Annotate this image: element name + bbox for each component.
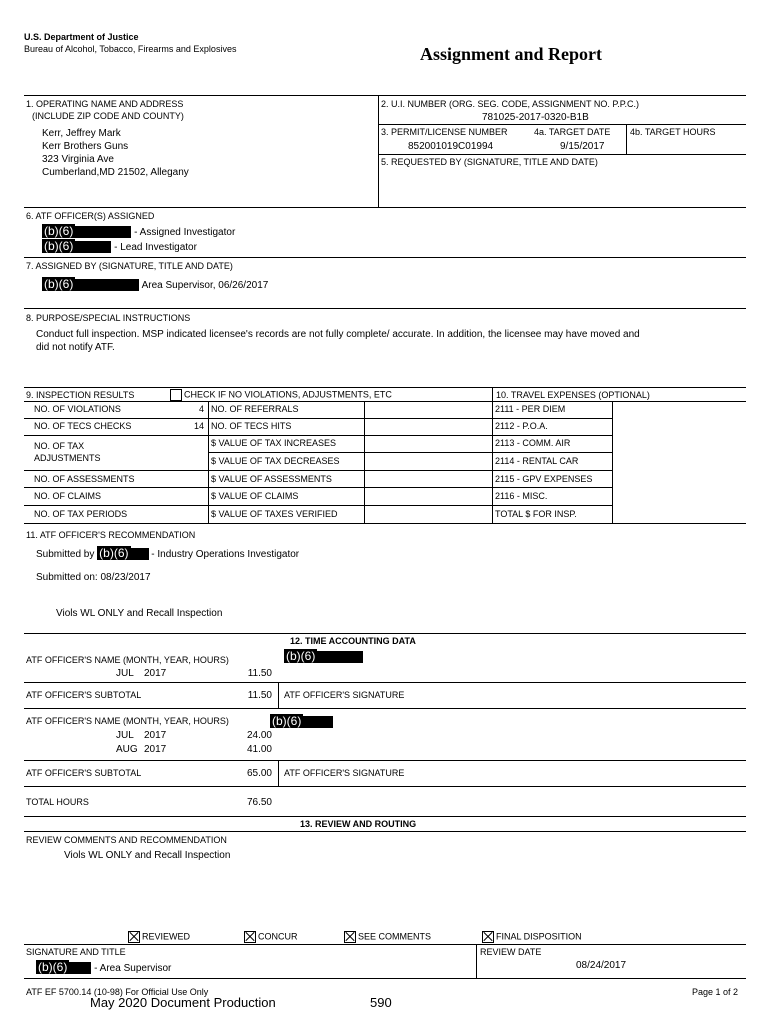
subtotal2: 65.00 <box>246 768 272 779</box>
officer2-year-2: 2017 <box>144 744 167 755</box>
redaction-box: (b)(6) <box>44 239 74 253</box>
checkbox-checked[interactable] <box>128 931 140 943</box>
review-comments: Viols WL ONLY and Recall Inspection <box>64 850 231 861</box>
page-indicator: Page 1 of 2 <box>692 987 739 997</box>
submitted-by <box>36 546 299 560</box>
misc-label: 2116 - MISC. <box>495 491 548 501</box>
sec2-label: 2. U.I. NUMBER (ORG. SEG. CODE, ASSIGNMENT NO. P.P.C.) <box>381 99 640 109</box>
assessments-label: NO. OF ASSESSMENTS <box>34 474 135 484</box>
signature2-label: ATF OFFICER'S SIGNATURE <box>284 768 405 778</box>
sec7-label: 7. ASSIGNED BY (SIGNATURE, TITLE AND DATE) <box>26 261 233 271</box>
tecs-checks-label: NO. OF TECS CHECKS <box>34 421 132 431</box>
submitted-by-label: Submitted by <box>36 549 95 560</box>
subtotal1: 11.50 <box>247 690 272 701</box>
sec1-sublabel: (INCLUDE ZIP CODE AND COUNTY) <box>32 111 184 121</box>
sec10-label: 10. TRAVEL EXPENSES (OPTIONAL) <box>496 390 650 400</box>
redaction-bar <box>75 226 131 238</box>
officer1-redaction <box>284 649 363 663</box>
bureau-name: Bureau of Alcohol, Tobacco, Firearms and Explosives <box>24 44 237 54</box>
target-hours-label: 4b. TARGET HOURS <box>630 127 716 137</box>
checkbox[interactable] <box>170 389 182 401</box>
total-insp-label: TOTAL $ FOR INSP. <box>495 509 577 519</box>
per-diem-label: 2111 - PER DIEM <box>495 404 566 414</box>
officer2-hours-1: 24.00 <box>246 730 272 741</box>
ui-number: 781025-2017-0320-B1B <box>482 112 589 123</box>
poa-label: 2112 - P.O.A. <box>495 421 548 431</box>
no-violations-check[interactable] <box>170 389 392 401</box>
tax-periods-label: NO. OF TAX PERIODS <box>34 509 128 519</box>
form-title: Assignment and Report <box>420 44 603 64</box>
reviewed-label: REVIEWED <box>142 931 191 942</box>
officer2-label: ATF OFFICER'S NAME (MONTH, YEAR, HOURS) <box>26 716 229 726</box>
claims-label: NO. OF CLAIMS <box>34 491 102 501</box>
officer2-month-1: JUL <box>116 730 134 741</box>
referrals-label: NO. OF REFERRALS <box>211 404 299 414</box>
signature-title-label: SIGNATURE AND TITLE <box>26 947 126 957</box>
officer2-month-2: AUG <box>116 744 138 755</box>
checkbox-checked[interactable] <box>344 931 356 943</box>
taxes-verified-label: $ VALUE OF TAXES VERIFIED <box>211 509 338 519</box>
dept-name: U.S. Department of Justice <box>24 32 139 42</box>
assigned-by <box>42 277 268 291</box>
sec9-label: 9. INSPECTION RESULTS <box>26 390 135 400</box>
see-comments-label: SEE COMMENTS <box>358 931 432 942</box>
tax-decreases-label: $ VALUE OF TAX DECREASES <box>211 456 340 466</box>
form-number: ATF EF 5700.14 (10-98) For Official Use Only <box>26 987 209 997</box>
submitted-by-role: - Industry Operations Investigator <box>151 549 300 560</box>
officer1-year: 2017 <box>144 668 167 679</box>
sec6-label: 6. ATF OFFICER(S) ASSIGNED <box>26 211 155 221</box>
sec8-label: 8. PURPOSE/SPECIAL INSTRUCTIONS <box>26 313 191 323</box>
rental-car-label: 2114 - RENTAL CAR <box>495 456 579 466</box>
violations-label: NO. OF VIOLATIONS <box>34 404 121 414</box>
officer1-month: JUL <box>116 668 134 679</box>
sec1-label: 1. OPERATING NAME AND ADDRESS <box>26 99 184 109</box>
total-hours-label: TOTAL HOURS <box>26 797 89 807</box>
redaction-box: (b)(6) <box>44 277 74 291</box>
officer1-hours: 11.50 <box>247 668 272 679</box>
officer2-redaction <box>270 714 333 728</box>
officer2-hours-2: 41.00 <box>246 744 272 755</box>
redaction-bar <box>303 716 333 728</box>
instructions-line-2: did not notify ATF. <box>36 342 115 353</box>
value-claims-label: $ VALUE OF CLAIMS <box>211 491 299 501</box>
submitted-on: Submitted on: 08/23/2017 <box>36 572 151 583</box>
tax-increases-label: $ VALUE OF TAX INCREASES <box>211 438 337 448</box>
review-comments-label: REVIEW COMMENTS AND RECOMMENDATION <box>26 835 227 845</box>
redaction-box: (b)(6) <box>38 960 68 974</box>
final-disposition-label: FINAL DISPOSITION <box>496 931 582 942</box>
address-line-2: Kerr Brothers Guns <box>42 141 129 152</box>
redaction-bar <box>75 279 139 291</box>
redaction-box: (b)(6) <box>286 649 316 663</box>
address-line-4: Cumberland,MD 21502, Allegany <box>42 167 189 178</box>
redaction-box: (b)(6) <box>99 546 129 560</box>
sec13-label: 13. REVIEW AND ROUTING <box>300 819 417 829</box>
tax-adj-label-2: ADJUSTMENTS <box>34 453 101 463</box>
redaction-box: (b)(6) <box>44 224 74 238</box>
subtotal2-label: ATF OFFICER'S SUBTOTAL <box>26 768 142 778</box>
subtotal1-label: ATF OFFICER'S SUBTOTAL <box>26 690 142 700</box>
assigned-by-value: Area Supervisor, 06/26/2017 <box>141 280 269 291</box>
violations-value: 4 <box>198 404 204 414</box>
reviewer-signature <box>36 960 171 974</box>
reviewer-title: - Area Supervisor <box>94 963 172 974</box>
assigned-investigator <box>42 224 235 238</box>
redaction-bar <box>131 548 149 560</box>
target-date: 9/15/2017 <box>560 141 605 152</box>
sec12-label: 12. TIME ACCOUNTING DATA <box>290 636 416 646</box>
page-number-stamp: 590 <box>370 995 392 1010</box>
instructions-line-1: Conduct full inspection. MSP indicated licensee's records are not fully complete/ accurate. In addition, the licensee may have moved and <box>36 329 640 340</box>
review-date: 08/24/2017 <box>576 960 627 971</box>
final-disposition-check[interactable] <box>482 931 582 943</box>
officer1-role: - Assigned Investigator <box>134 227 236 238</box>
address-line-1: Kerr, Jeffrey Mark <box>42 128 121 139</box>
tecs-checks-value: 14 <box>193 421 204 431</box>
value-assessments-label: $ VALUE OF ASSESSMENTS <box>211 474 332 484</box>
officer1-label: ATF OFFICER'S NAME (MONTH, YEAR, HOURS) <box>26 655 229 665</box>
signature1-label: ATF OFFICER'S SIGNATURE <box>284 690 405 700</box>
sec5-label: 5. REQUESTED BY (SIGNATURE, TITLE AND DATE) <box>381 157 598 167</box>
officer2-year-1: 2017 <box>144 730 167 741</box>
concur-check[interactable] <box>244 931 298 943</box>
target-date-label: 4a. TARGET DATE <box>534 127 611 137</box>
checkbox-checked[interactable] <box>244 931 256 943</box>
comm-air-label: 2113 - COMM. AIR <box>495 438 571 448</box>
review-date-label: REVIEW DATE <box>480 947 542 957</box>
officer2-role: - Lead Investigator <box>114 242 197 253</box>
tecs-hits-label: NO. OF TECS HITS <box>211 421 292 431</box>
checkbox-checked[interactable] <box>482 931 494 943</box>
reviewed-check[interactable] <box>128 931 190 943</box>
production-stamp: May 2020 Document Production <box>90 995 276 1010</box>
redaction-bar <box>69 962 91 974</box>
permit-number: 852001019C01994 <box>408 141 494 152</box>
recommendation: Viols WL ONLY and Recall Inspection <box>56 608 223 619</box>
gpv-label: 2115 - GPV EXPENSES <box>495 474 593 484</box>
concur-label: CONCUR <box>258 931 298 942</box>
redaction-box: (b)(6) <box>272 714 302 728</box>
tax-adj-label-1: NO. OF TAX <box>34 441 85 451</box>
redaction-bar <box>75 241 111 253</box>
total-hours: 76.50 <box>246 797 272 808</box>
address-line-3: 323 Virginia Ave <box>42 154 114 165</box>
see-comments-check[interactable] <box>344 931 431 943</box>
lead-investigator <box>42 239 197 253</box>
sec11-label: 11. ATF OFFICER'S RECOMMENDATION <box>26 530 196 540</box>
redaction-bar <box>317 651 363 663</box>
check-label: CHECK IF NO VIOLATIONS, ADJUSTMENTS, ETC <box>184 389 392 400</box>
sec3-label: 3. PERMIT/LICENSE NUMBER <box>381 127 508 137</box>
